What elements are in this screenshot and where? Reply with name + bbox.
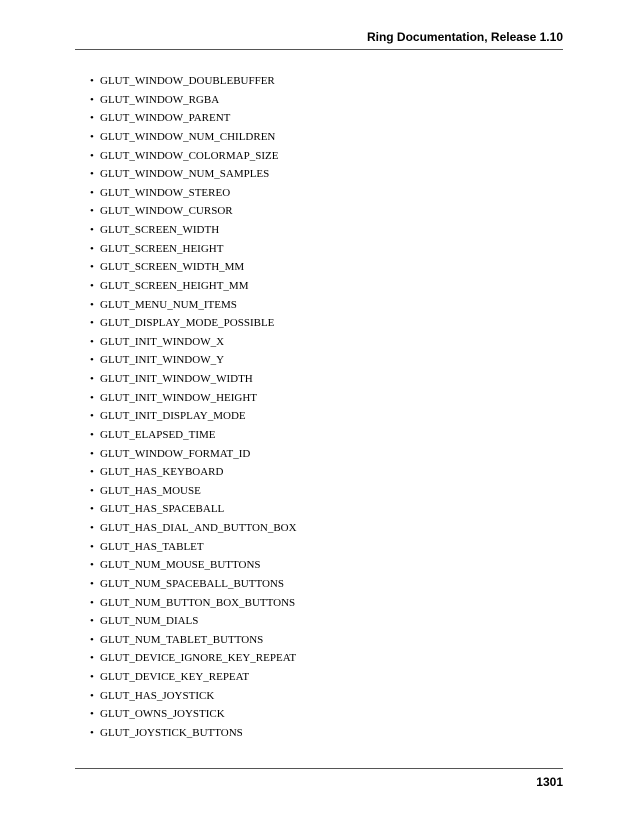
header-title: Ring Documentation, Release 1.10: [366, 30, 563, 44]
header-rule: [75, 49, 563, 50]
page-number: 1301: [536, 775, 563, 789]
bullet-icon: •: [90, 391, 94, 404]
bullet-list: [90, 72, 297, 743]
list-item: [90, 91, 297, 110]
bullet-icon: •: [90, 224, 94, 236]
list-item: [90, 147, 297, 166]
list-item-text: GLUT_NUM_TABLET_BUTTONS: [100, 633, 264, 646]
list-item: [90, 109, 297, 128]
list-item-text: GLUT_WINDOW_PARENT: [100, 112, 231, 125]
list-item: [90, 649, 297, 668]
list-item-text: GLUT_INIT_WINDOW_X: [100, 335, 225, 348]
bullet-icon: •: [90, 335, 94, 348]
list-item-text: GLUT_WINDOW_NUM_SAMPLES: [100, 168, 270, 181]
list-item-text: GLUT_HAS_DIAL_AND_BUTTON_BOX: [100, 522, 297, 534]
bullet-icon: •: [90, 596, 94, 609]
bullet-icon: •: [90, 615, 94, 628]
list-item: [90, 407, 297, 426]
bullet-icon: •: [90, 354, 94, 367]
list-item: [90, 314, 297, 333]
list-item-text: GLUT_WINDOW_FORMAT_ID: [100, 447, 251, 460]
list-item-text: GLUT_WINDOW_COLORMAP_SIZE: [100, 149, 279, 162]
list-item-text: GLUT_WINDOW_CURSOR: [100, 205, 233, 218]
list-item-text: GLUT_INIT_DISPLAY_MODE: [100, 410, 246, 423]
bullet-icon: •: [90, 559, 94, 572]
list-item: [90, 668, 297, 687]
list-item: [90, 612, 297, 631]
list-item-text: GLUT_WINDOW_NUM_CHILDREN: [100, 130, 276, 143]
list-item-text: GLUT_OWNS_JOYSTICK: [100, 708, 225, 721]
list-item-text: GLUT_SCREEN_WIDTH_MM: [100, 261, 245, 274]
list-item-text: GLUT_DEVICE_KEY_REPEAT: [100, 671, 250, 683]
list-item: [90, 370, 297, 389]
bullet-icon: •: [90, 93, 94, 106]
list-item-text: GLUT_NUM_SPACEBALL_BUTTONS: [100, 577, 284, 590]
list-item-text: GLUT_NUM_BUTTON_BOX_BUTTONS: [100, 596, 296, 609]
list-item-text: GLUT_INIT_WINDOW_WIDTH: [100, 373, 253, 385]
list-item: [90, 538, 297, 557]
bullet-icon: •: [90, 298, 94, 311]
list-item: [90, 258, 297, 277]
list-item: [90, 72, 297, 91]
list-item: [90, 351, 297, 370]
footer-rule: [75, 768, 563, 769]
bullet-icon: •: [90, 726, 94, 739]
list-item-text: GLUT_HAS_JOYSTICK: [100, 689, 215, 702]
bullet-icon: •: [90, 428, 94, 441]
bullet-icon: •: [90, 410, 94, 423]
list-item: [90, 202, 297, 221]
list-item-text: GLUT_HAS_SPACEBALL: [100, 503, 225, 516]
list-item: [90, 724, 297, 743]
list-item: [90, 500, 297, 519]
list-item: [90, 482, 297, 501]
list-item-text: GLUT_INIT_WINDOW_HEIGHT: [100, 391, 258, 404]
bullet-icon: •: [90, 168, 94, 181]
list-item: [90, 389, 297, 408]
list-item-text: GLUT_WINDOW_DOUBLEBUFFER: [100, 75, 275, 87]
list-item-text: GLUT_INIT_WINDOW_Y: [100, 354, 225, 367]
bullet-icon: •: [90, 577, 94, 590]
bullet-icon: •: [90, 540, 94, 553]
list-item-text: GLUT_SCREEN_HEIGHT: [100, 242, 224, 255]
bullet-icon: •: [90, 279, 94, 292]
list-item: [90, 128, 297, 147]
list-item-text: GLUT_NUM_MOUSE_BUTTONS: [100, 559, 261, 572]
bullet-icon: •: [90, 484, 94, 497]
list-item-text: GLUT_WINDOW_RGBA: [100, 93, 220, 106]
list-item: [90, 631, 297, 650]
bullet-icon: •: [90, 205, 94, 218]
list-item: [90, 463, 297, 482]
list-item: [90, 594, 297, 613]
bullet-icon: •: [90, 466, 94, 479]
list-item: [90, 519, 297, 538]
list-item-text: GLUT_NUM_DIALS: [100, 615, 199, 628]
list-item-text: GLUT_DISPLAY_MODE_POSSIBLE: [100, 317, 275, 330]
list-item: [90, 333, 297, 352]
list-item-text: GLUT_SCREEN_HEIGHT_MM: [100, 279, 249, 292]
bullet-icon: •: [90, 261, 94, 274]
list-item-text: GLUT_ELAPSED_TIME: [100, 428, 216, 441]
bullet-icon: •: [90, 373, 94, 385]
bullet-icon: •: [90, 317, 94, 330]
bullet-icon: •: [90, 242, 94, 255]
list-item-text: GLUT_HAS_KEYBOARD: [100, 466, 224, 479]
list-item: [90, 426, 297, 445]
bullet-icon: •: [90, 447, 94, 460]
bullet-icon: •: [90, 503, 94, 516]
bullet-icon: •: [90, 75, 94, 87]
list-item: [90, 221, 297, 240]
list-item: [90, 556, 297, 575]
list-item: [90, 277, 297, 296]
bullet-icon: •: [90, 130, 94, 143]
list-item-text: GLUT_HAS_MOUSE: [100, 484, 201, 497]
list-item: [90, 296, 297, 315]
bullet-icon: •: [90, 149, 94, 162]
list-item: [90, 687, 297, 706]
bullet-icon: •: [90, 186, 94, 199]
list-item: [90, 705, 297, 724]
bullet-icon: •: [90, 633, 94, 646]
bullet-icon: •: [90, 522, 94, 534]
list-item: [90, 575, 297, 594]
bullet-icon: •: [90, 112, 94, 125]
list-item-text: GLUT_HAS_TABLET: [100, 540, 204, 553]
list-item-text: GLUT_MENU_NUM_ITEMS: [100, 298, 237, 311]
list-item-text: GLUT_JOYSTICK_BUTTONS: [100, 726, 243, 739]
list-item: [90, 184, 297, 203]
list-item: [90, 240, 297, 259]
list-item: [90, 165, 297, 184]
bullet-icon: •: [90, 689, 94, 702]
list-item-text: GLUT_SCREEN_WIDTH: [100, 224, 220, 236]
list-item: [90, 445, 297, 464]
bullet-icon: •: [90, 671, 94, 683]
bullet-icon: •: [90, 708, 94, 721]
list-item-text: GLUT_WINDOW_STEREO: [100, 186, 231, 199]
list-item-text: GLUT_DEVICE_IGNORE_KEY_REPEAT: [100, 652, 297, 665]
bullet-icon: •: [90, 652, 94, 665]
